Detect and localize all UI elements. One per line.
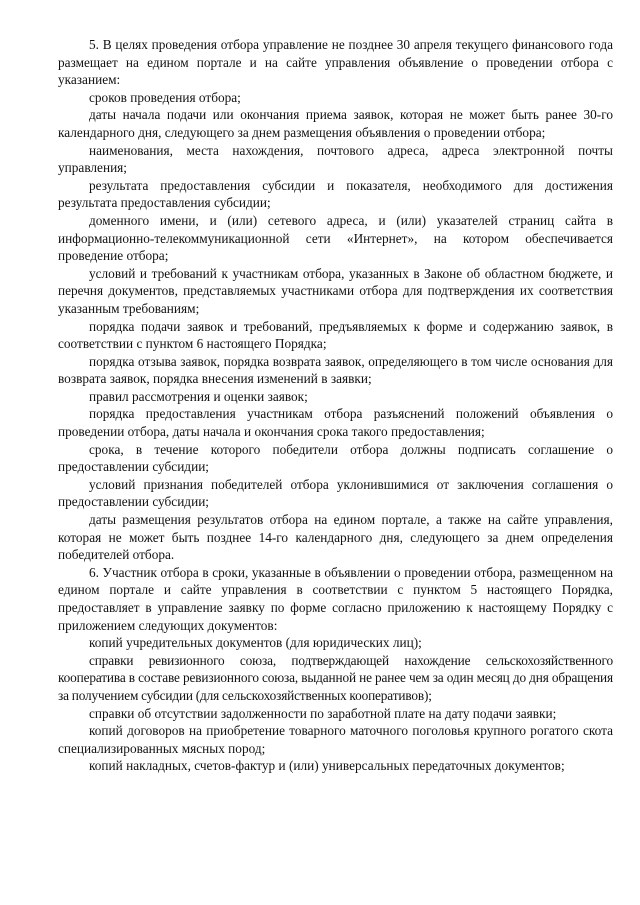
- list-item-application-dates: даты начала подачи или окончания приема заявок, которая не может быть ранее 30-го календарного дня, следующего за днем размещения объявления о проведении отбора;: [58, 107, 613, 140]
- paragraph-6-intro: 6. Участник отбора в сроки, указанные в объявлении о проведении отбора, размещенном на едином портале и сайте управления в соответствии с пунктом 5 настоящего Порядка, предоставляет в управление заявку по форме согласно приложению к настоящему Порядку с приложением следующих документов:: [58, 564, 613, 633]
- list-item-agreement-deadline: срока, в течение которого победители отбора должны подписать соглашение о предоставлении субсидии;: [58, 441, 613, 475]
- list-item-invoices: копий накладных, счетов-фактур и (или) универсальных передаточных документов;: [89, 758, 565, 774]
- list-item-results-publication: даты размещения результатов отбора на едином портале, а также на сайте управления, которая не может быть позднее 14-го календарного дня, следующего за днем определения победителей отбора.: [58, 512, 613, 563]
- list-item-domain-name: доменного имени, и (или) сетевого адреса, и (или) указателей страниц сайта в информационно-телекоммуникационной сети «Интернет», на котором обеспечивается проведение отбора;: [58, 212, 613, 264]
- list-item-selection-dates: сроков проведения отбора;: [89, 89, 241, 105]
- list-item-withdrawal-procedure: порядка отзыва заявок, порядка возврата заявок, определяющего в том числе основания для возврата заявок, порядка внесения изменений в заявки;: [58, 353, 613, 387]
- list-item-livestock-contracts: копий договоров на приобретение товарного маточного поголовья крупного рогатого скота специализированных мясных пород;: [58, 723, 613, 756]
- list-item-evaluation-rules: правил рассмотрения и оценки заявок;: [89, 388, 308, 404]
- list-item-evasion-conditions: условий признания победителей отбора уклонившимися от заключения соглашения о предоставлении субсидии;: [58, 476, 613, 510]
- list-item-audit-union-certificate: справки ревизионного союза, подтверждающей нахождение сельскохозяйственного кооператива в составе ревизионного союза, выданной не ранее чем за один месяц до дня обращения за получением субсидии (для сельскохозяйственных кооперативов);: [58, 652, 613, 703]
- list-item-application-procedure: порядка подачи заявок и требований, предъявляемых к форме и содержанию заявок, в соответствии с пунктом 6 настоящего Порядка;: [58, 318, 613, 352]
- list-item-clarifications: порядка предоставления участникам отбора разъяснений положений объявления о проведении отбора, даты начала и окончания срока такого предоставления;: [58, 406, 613, 440]
- list-item-office-details: наименования, места нахождения, почтового адреса, адреса электронной почты управления;: [58, 142, 613, 176]
- list-item-founding-documents: копий учредительных документов (для юридических лиц);: [89, 635, 422, 651]
- list-item-wage-debt-certificate: справки об отсутствии задолженности по заработной плате на дату подачи заявки;: [89, 705, 557, 721]
- list-item-participant-requirements: условий и требований к участникам отбора, указанных в Законе об областном бюджете, и перечня документов, представляемых участниками отбора для подтверждения их соответствия указанным требованиям;: [58, 265, 613, 316]
- list-item-subsidy-result: результата предоставления субсидии и показателя, необходимого для достижения результата предоставления субсидии;: [58, 177, 613, 211]
- paragraph-5-intro: 5. В целях проведения отбора управление не позднее 30 апреля текущего финансового года размещает на едином портале и на сайте управления объявление о проведении отбора с указанием:: [58, 37, 613, 88]
